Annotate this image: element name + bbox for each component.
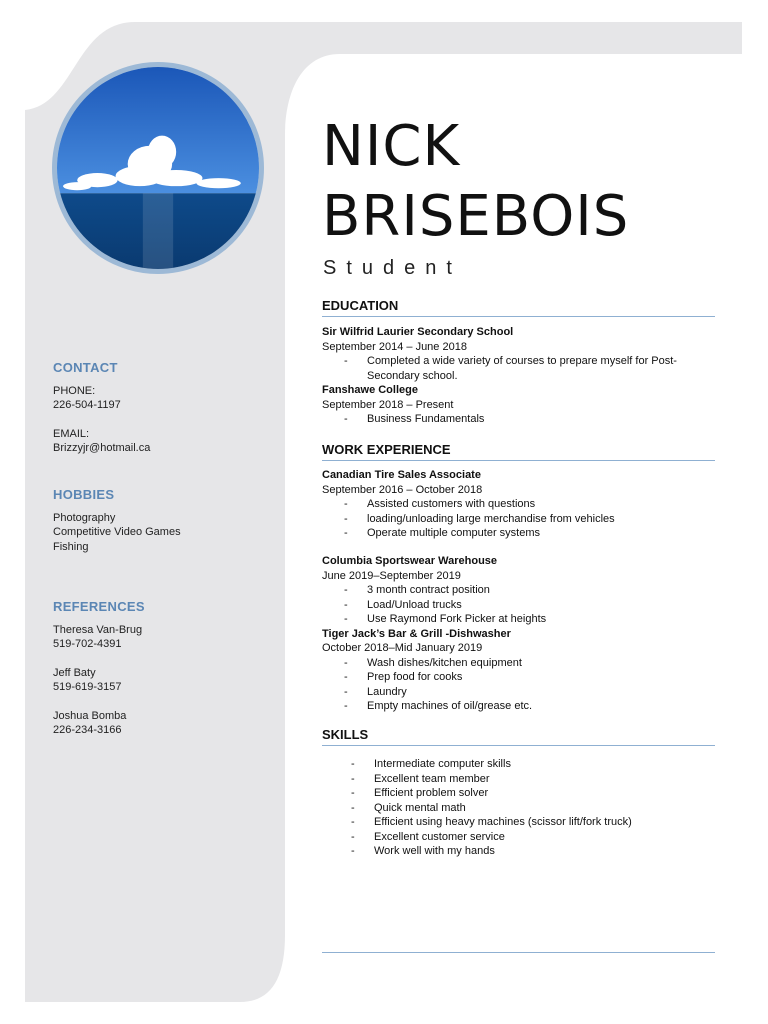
reference-name: Jeff Baty [53,666,96,679]
reference-name: Joshua Bomba [53,709,127,722]
profile-photo [52,62,264,274]
hobby-item: Photography [53,511,116,524]
skill-item: - Intermediate computer skills [322,757,715,772]
bullet-item: - Operate multiple computer systems [322,526,715,541]
job-dates: October 2018–Mid January 2019 [322,642,483,654]
school-name: Sir Wilfrid Laurier Secondary School [322,326,514,338]
bullet-item: - loading/unloading large merchandise from vehicles [322,512,715,527]
bullet-item: - Completed a wide variety of courses to prepare myself for Post-Secondary school. [322,354,687,383]
reference-phone: 226-234-3166 [53,724,122,736]
job-dates: September 2016 – October 2018 [322,483,483,496]
hobbies-heading: HOBBIES [53,487,115,502]
phone-label: PHONE: [53,384,96,397]
skill-item: - Excellent customer service [322,830,715,845]
bullet-item: - Laundry [322,685,715,700]
subtitle: Student [323,257,462,279]
bottom-divider [322,952,715,953]
school-dates: September 2018 – Present [322,398,454,411]
email-value[interactable]: Brizzyjr@hotmail.ca [53,442,151,454]
job-dates: June 2019–September 2019 [322,569,461,582]
reference-name: Theresa Van-Brug [53,623,143,636]
education-heading: EDUCATION [322,298,715,317]
skill-item: - Work well with my hands [322,844,715,859]
work-entry [322,468,715,541]
reference-phone: 519-619-3157 [53,681,122,693]
bullet-item: - Wash dishes/kitchen equipment [322,656,715,671]
job-title: Columbia Sportswear Warehouse [322,555,498,567]
school-name: Fanshawe College [322,384,418,396]
bullet-item: - Use Raymond Fork Picker at heights [322,612,715,627]
name-block [322,112,629,252]
contact-section [53,361,273,456]
email-label: EMAIL: [53,427,90,440]
phone-value: 226-504-1197 [53,399,121,411]
hobby-item: Fishing [53,540,89,553]
hobbies-section [53,488,273,554]
bullet-item: - Load/Unload trucks [322,598,715,613]
skills-section [322,757,715,859]
work-heading: WORK EXPERIENCE [322,442,715,461]
skill-item: - Excellent team member [322,772,715,787]
education-section [322,325,715,427]
bullet-item: - Empty machines of oil/grease etc. [322,699,715,714]
references-section [53,600,273,738]
skills-heading: SKILLS [322,727,715,746]
work-entry [322,554,715,714]
reference-phone: 519-702-4391 [53,638,122,650]
sky-ocean-photo-icon [57,67,259,269]
hobby-item: Competitive Video Games [53,526,181,538]
job-title: Tiger Jack’s Bar & Grill -Dishwasher [322,627,511,640]
references-heading: REFERENCES [53,599,145,614]
bullet-item: - 3 month contract position [322,583,715,598]
last-name: BRISEBOIS [322,184,630,249]
bullet-item: - Prep food for cooks [322,670,715,685]
school-dates: September 2014 – June 2018 [322,340,467,353]
first-name: NICK [322,114,461,179]
bullet-item: - Assisted customers with questions [322,497,715,512]
skill-item: - Efficient problem solver [322,786,715,801]
skill-item: - Quick mental math [322,801,715,816]
job-title: Canadian Tire Sales Associate [322,469,481,481]
skill-item: - Efficient using heavy machines (scissor lift/fork truck) [322,815,634,830]
bullet-item: - Business Fundamentals [322,412,715,427]
contact-heading: CONTACT [53,360,118,375]
